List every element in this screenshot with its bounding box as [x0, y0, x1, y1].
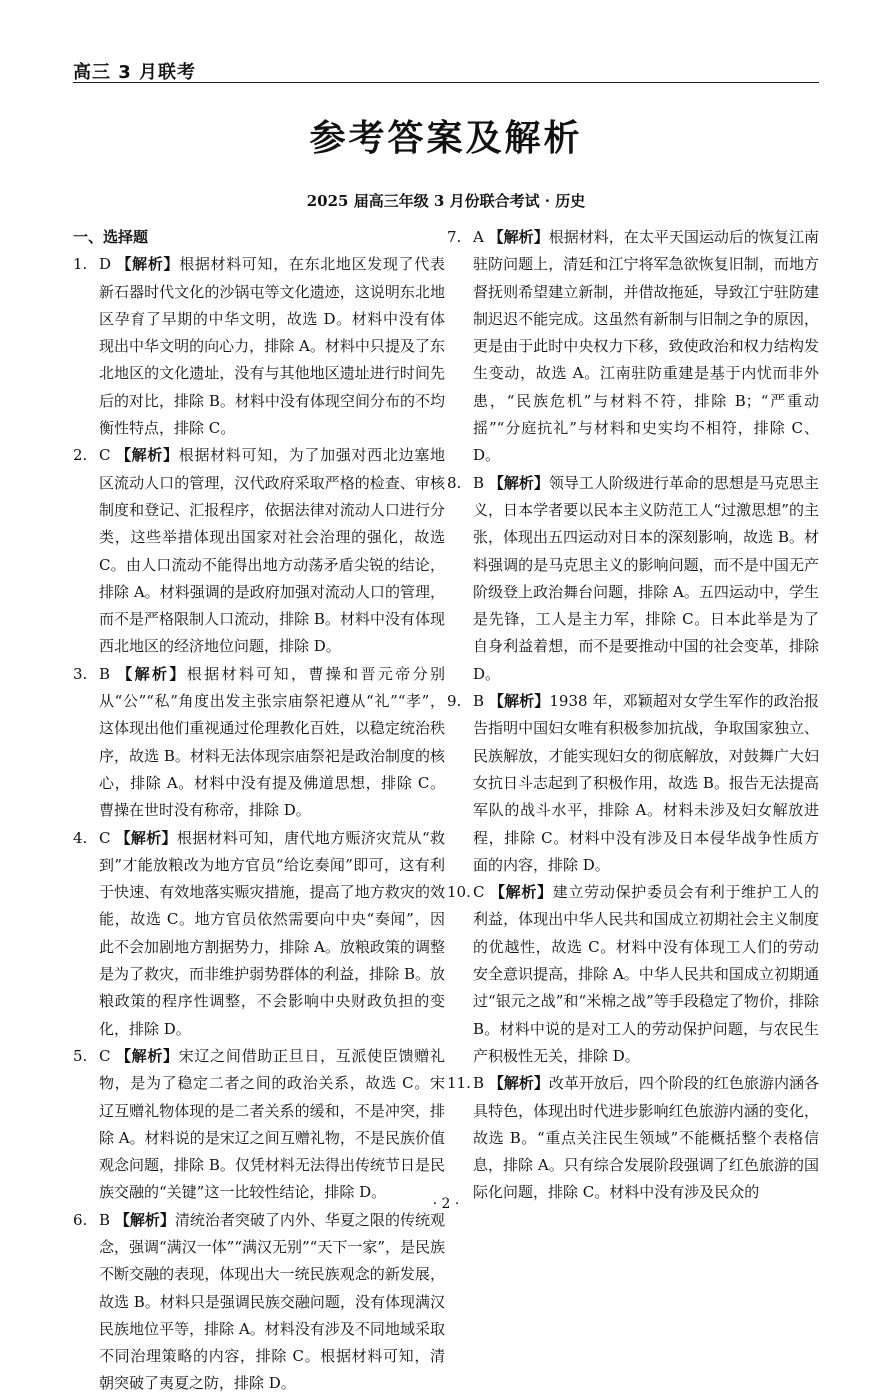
analysis-tag: 【解析】	[488, 228, 549, 246]
analysis-tag: 【解析】	[115, 828, 177, 847]
item-number: 2.	[73, 446, 88, 465]
answer-letter: A	[473, 228, 484, 246]
analysis-tag: 【解析】	[488, 692, 550, 711]
item-number: 3.	[73, 664, 88, 683]
answer-item-1	[73, 251, 445, 442]
page-number: · 2 ·	[432, 1196, 460, 1212]
item-number: 6.	[73, 1210, 88, 1229]
analysis-text: 根据材料可知，唐代地方赈济灾荒从“救到”才能放粮改为地方官员“给讫奏闻”即可，这有利于快速、有效地落实赈灾措施，提高了地方救灾的效能，故选 C。地方官员依然需要向中央“奏闻”，因此不会加剧地方割据势力，排除 A。放粮政策的调整是为了救灾，而非维护弱势群体的利益，排除 B。放粮政策的程序性调整，不会影响中央财政负担的变化，排除 D。	[99, 828, 445, 1038]
left-column	[73, 224, 445, 1398]
item-number: 8.	[447, 473, 462, 492]
analysis-tag: 【解析】	[116, 255, 180, 274]
answer-item-7	[447, 224, 819, 470]
answer-item-11	[447, 1070, 819, 1206]
analysis-tag: 【解析】	[488, 1074, 549, 1093]
answer-letter: C	[473, 883, 485, 902]
analysis-tag: 【解析】	[488, 473, 549, 492]
answer-letter: B	[473, 1074, 485, 1093]
analysis-text: 根据材料，在太平天国运动后的恢复江南驻防问题上，清廷和江宁将军急欲恢复旧制，而地方督抚则希望建立新制，并借故拖延，导致江宁驻防建制迟迟不能完成。这虽然有新制与旧制之争的原因，更是由于此时中央权力下移，致使政治和权力结构发生变动，故选 A。江南驻防重建是基于内忧而非外患，“民族危机”与材料不符，排除 B；“严重动摇”“分庭抗礼”与材料和史实均不相符，排除 C、D。	[473, 228, 819, 465]
answer-item-4	[73, 825, 445, 1043]
analysis-text: 根据材料可知，在东北地区发现了代表新石器时代文化的沙锅屯等文化遗迹，这说明东北地区孕育了早期的中华文明，故选 D。材料中没有体现出中华文明的向心力，排除 A。材料中只提及了东北地区的文化遗址，没有与其他地区遗址进行时间先后的对比，排除 B。材料中没有体现空间分布的不均衡性特点，排除 C。	[99, 255, 445, 438]
analysis-text: 根据材料可知，曹操和晋元帝分别从“公”“私”角度出发主张宗庙祭祀遵从“礼”“孝”，这体现出他们重视通过伦理教化百姓，以稳定统治秩序，故选 B。材料无法体现宗庙祭祀是政治制度的核心，排除 A。材料中没有提及佛道思想，排除 C。曹操在世时没有称帝，排除 D。	[99, 664, 445, 820]
item-number: 5.	[73, 1046, 88, 1065]
answer-item-2	[73, 442, 445, 660]
answer-letter: D	[99, 255, 112, 274]
answer-letter: B	[473, 473, 485, 492]
item-number: 10.	[447, 883, 471, 902]
header-divider	[73, 82, 819, 83]
answer-letter: B	[99, 1210, 111, 1229]
analysis-text: 根据材料可知，为了加强对西北边塞地区流动人口的管理，汉代政府采取严格的检查、审核制度和登记、汇报程序，依据法律对流动人口进行分类，这些举措体现出国家对社会治理的强化，故选 C。由人口流动不能得出地方动荡矛盾尖锐的结论，排除 A。材料强调的是政府加强对流动人口的管理，而不是严格限制人口流动，排除 B。材料中没有体现西北地区的经济地位问题，排除 D。	[99, 446, 445, 656]
analysis-text: 领导工人阶级进行革命的思想是马克思主义，日本学者要以民本主义防范工人“过激思想”的主张，体现出五四运动对日本的深刻影响，故选 B。材料强调的是马克思主义的影响问题，而不是中国无产阶级登上政治舞台问题，排除 A。五四运动中，学生是先锋，工人是主力军，排除 C。日本此举是为了自身利益着想，而不是要推动中国的社会变革，排除 D。	[473, 473, 819, 683]
answer-item-3	[73, 661, 445, 825]
analysis-text: 改革开放后，四个阶段的红色旅游内涵各具特色，体现出时代进步影响红色旅游内涵的变化，故选 B。“重点关注民生领域”不能概括整个表格信息，排除 A。只有综合发展阶段强调了红色旅游的国际化问题，排除 C。材料中没有涉及民众的	[473, 1074, 819, 1202]
analysis-text: 清统治者突破了内外、华夏之限的传统观念，强调“满汉一体”“满汉无别”“天下一家”，是民族不断交融的表现，体现出大一统民族观念的新发展，故选 B。材料只是强调民族交融问题，没有体现满汉民族地位平等，排除 A。材料没有涉及不同地域采取不同治理策略的内容，排除 C。根据材料可知，清朝突破了夷夏之防，排除 D。	[99, 1210, 446, 1393]
item-number: 1.	[73, 255, 88, 274]
item-number: 4.	[73, 828, 88, 847]
item-number: 9.	[447, 692, 462, 711]
page-title: 参考答案及解析	[309, 118, 583, 159]
answer-item-8	[447, 470, 819, 688]
item-number: 7.	[447, 228, 462, 246]
item-number: 11.	[447, 1074, 471, 1093]
analysis-tag: 【解析】	[115, 1046, 179, 1065]
exam-header-label: 高三 3 月联考	[73, 62, 197, 83]
answer-item-6	[73, 1207, 445, 1398]
right-column	[447, 224, 819, 1207]
answer-letter: B	[99, 664, 111, 683]
section-heading: 一、选择题	[73, 228, 149, 246]
answer-item-9	[447, 688, 819, 879]
analysis-tag: 【解析】	[489, 883, 553, 902]
answer-letter: C	[99, 446, 111, 465]
answer-letter: B	[473, 692, 485, 711]
analysis-tag: 【解析】	[114, 1210, 175, 1229]
answer-letter: C	[99, 1046, 111, 1065]
analysis-text: 宋辽之间借助正旦日，互派使臣馈赠礼物，是为了稳定二者之间的政治关系，故选 C。宋辽互赠礼物体现的是二者关系的缓和，不是冲突，排除 A。材料说的是宋辽之间互赠礼物，不是民族价值观念问题，排除 B。仅凭材料无法得出传统节日是民族交融的“关键”这一比较性结论，排除 D。	[99, 1046, 445, 1202]
analysis-tag: 【解析】	[117, 664, 187, 683]
answer-item-10	[447, 879, 819, 1070]
analysis-tag: 【解析】	[115, 446, 179, 465]
analysis-text: 建立劳动保护委员会有利于维护工人的利益，体现出中华人民共和国成立初期社会主义制度的优越性，故选 C。材料中没有体现工人们的劳动安全意识提高，排除 A。中华人民共和国成立初期通过“银元之战”和“米棉之战”等手段稳定了物价，排除 B。材料中说的是对工人的劳动保护问题，与农民生产积极性无关，排除 D。	[473, 883, 819, 1065]
exam-subtitle: 2025 届高三年级 3 月份联合考试 · 历史	[306, 192, 586, 210]
analysis-text: 1938 年，邓颖超对女学生军作的政治报告指明中国妇女唯有积极参加抗战，争取国家独立、民族解放，才能实现妇女的彻底解放，对鼓舞广大妇女抗日斗志起到了积极作用，故选 B。报告无法提高军队的战斗水平，排除 A。材料未涉及妇女解放进程，排除 C。材料中没有涉及日本侵华战争性质方面的内容，排除 D。	[473, 692, 819, 874]
answer-letter: C	[99, 828, 111, 847]
answer-item-5	[73, 1043, 445, 1207]
